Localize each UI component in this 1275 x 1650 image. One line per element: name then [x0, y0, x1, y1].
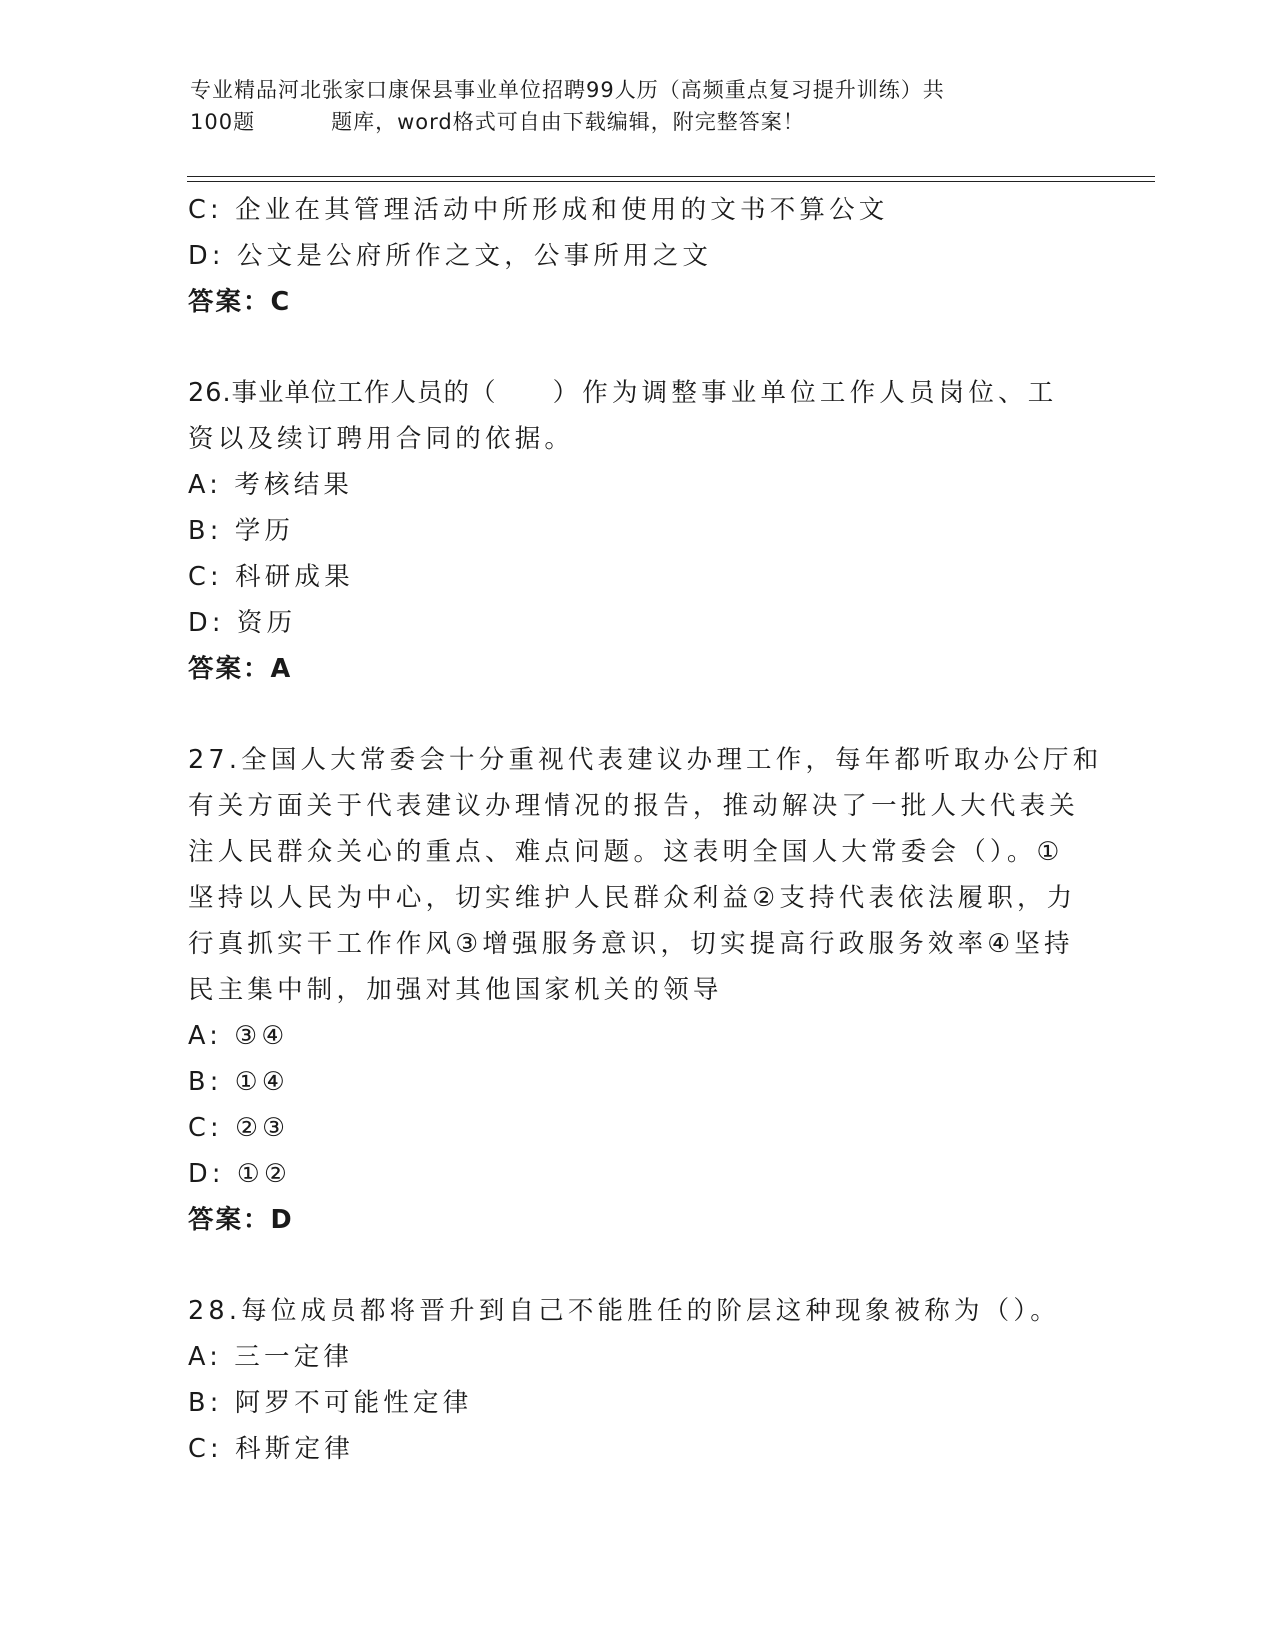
q27-stem-line6: 民主集中制，加强对其他国家机关的领导: [188, 975, 723, 1005]
header-divider-top: [187, 176, 1155, 177]
q28-option-c: C: 科斯定律: [188, 1434, 354, 1464]
q25-option-d: D: 公文是公府所作之文，公事所用之文: [188, 241, 713, 271]
header-description: 题库，word格式可自由下载编辑，附完整答案！: [331, 110, 805, 134]
q28-stem-line1: 28.每位成员都将晋升到自己不能胜任的阶层这种现象被称为（）。: [188, 1296, 1061, 1326]
q28-option-b: B: 阿罗不可能性定律: [188, 1388, 473, 1418]
q27-answer: 答案：D: [188, 1205, 294, 1235]
q27-stem-line4: 坚持以人民为中心，切实维护人民群众利益②支持代表依法履职，力: [188, 883, 1077, 913]
q27-option-a: A: ③④: [188, 1021, 289, 1051]
header-divider-bottom: [187, 181, 1155, 182]
q26-stem-before-blank: 26.事业单位工作人员的（: [188, 378, 497, 408]
q26-option-c: C: 科研成果: [188, 562, 354, 592]
q25-answer: 答案：C: [188, 287, 292, 317]
q27-stem-line2: 有关方面关于代表建议办理情况的报告，推动解决了一批人大代表关: [188, 791, 1080, 821]
q27-option-d: D: ①②: [188, 1159, 292, 1189]
header-title-line1: 专业精品河北张家口康保县事业单位招聘99人历（高频重点复习提升训练）共: [190, 78, 945, 102]
q26-stem-line2: 资以及续订聘用合同的依据。: [188, 424, 575, 454]
q26-stem-line1: [188, 370, 1088, 416]
q27-option-c: C: ②③: [188, 1113, 290, 1143]
q26-option-b: B: 学历: [188, 516, 295, 546]
q27-option-b: B: ①④: [188, 1067, 289, 1097]
q25-option-c: C: 企业在其管理活动中所形成和使用的文书不算公文: [188, 195, 889, 225]
q27-stem-line3: 注人民群众关心的重点、难点问题。这表明全国人大常委会（）。①: [188, 837, 1064, 867]
q28-option-a: A: 三一定律: [188, 1342, 354, 1372]
q26-option-a: A: 考核结果: [188, 470, 354, 500]
q26-option-d: D: 资历: [188, 608, 297, 638]
q26-stem-after-blank: ）作为调整事业单位工作人员岗位、工: [552, 378, 1058, 408]
header-question-count: 100题: [190, 110, 256, 134]
question-content: [188, 187, 1103, 1472]
q26-answer: 答案：A: [188, 654, 293, 684]
q27-stem-line1: 27.全国人大常委会十分重视代表建议办理工作，每年都听取办公厅和: [188, 745, 1103, 775]
header-title-line2: [190, 106, 1070, 138]
q27-stem-line5: 行真抓实干工作作风③增强服务意识，切实提高行政服务效率④坚持: [188, 929, 1074, 959]
page-header: [190, 74, 1070, 138]
